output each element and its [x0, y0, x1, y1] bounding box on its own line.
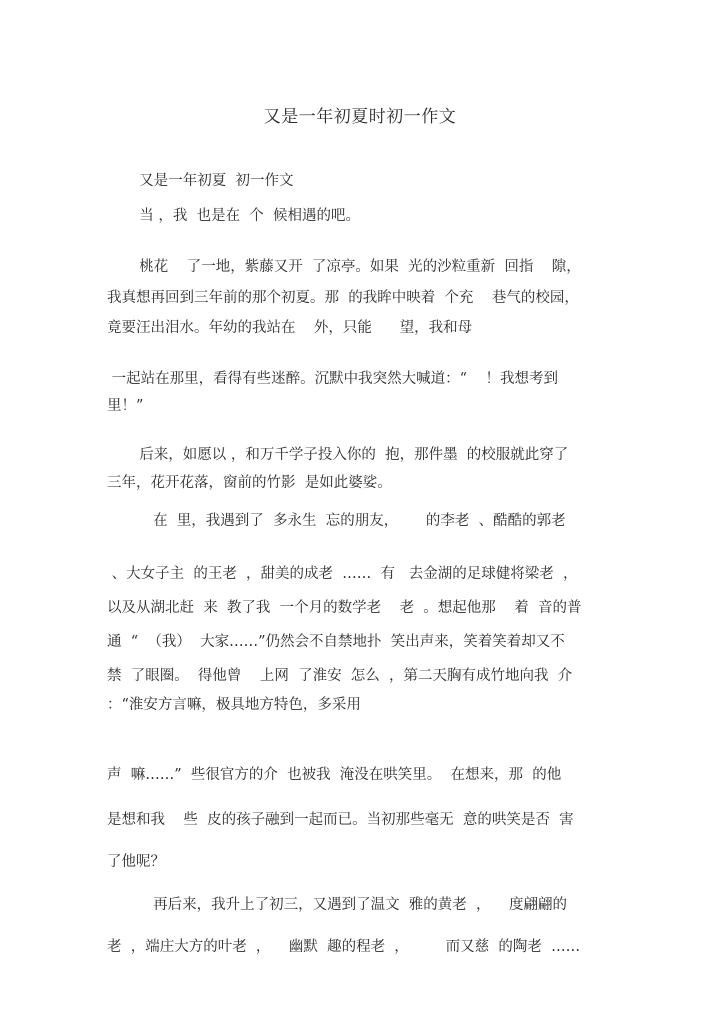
- paragraph-line: 竟要汪出泪水。年幼的我站在 外，只能 望，我和母: [107, 320, 473, 336]
- paragraph-line: 三年，花开花落，窗前的竹影 是如此婆娑。: [107, 475, 392, 491]
- paragraph-line: 一起站在那里，看得有些迷醉。沉默中我突然大喊道：“ ！我想考到: [107, 371, 558, 387]
- paragraph-line: 我真想再回到三年前的那个初夏。那 的我眸中映着 个充 巷气的校园，: [107, 290, 579, 306]
- paragraph-line: 、大女子主 的王老 ，甜美的成老 …… 有 去金湖的足球健将梁老 ，: [107, 566, 578, 582]
- paragraph-line: 再后来，我升上了初三，又遇到了温文 雅的黄老 ， 度翩翩的: [107, 897, 567, 913]
- paragraph-line: 是想和我 些 皮的孩子融到一起而已。当初那些毫无 意的哄笑是否 害: [107, 812, 574, 828]
- document-title: 又是一年初夏时初一作文: [263, 107, 457, 127]
- paragraph-line: 通 “ （我） 大家……”仍然会不自禁地扑 笑出声来，笑着笑着却又不: [107, 634, 565, 650]
- paragraph-line: 老 ，端庄大方的叶老 ， 幽默 趣的程老 ， 而又慈 的陶老 ……: [107, 939, 581, 955]
- paragraph-line: 声 嘛……” 些很官方的介 也被我 淹没在哄笑里。 在想来，那 的他: [107, 767, 562, 783]
- subtitle-line: 又是一年初夏 初一作文: [107, 173, 294, 189]
- paragraph-line: 在 里，我遇到了 多永生 忘的朋友， 的李老 、酷酷的郭老: [107, 513, 566, 529]
- paragraph-line: 桃花 了一地，紫藤又开 了凉亭。如果 光的沙粒重新 回指 隙，: [107, 259, 581, 275]
- paragraph-line: 以及从湖北赶 来 教了我 一个月的数学老 老 。想起他那 着 音的普: [107, 600, 582, 616]
- paragraph-line: 了他呢？: [107, 854, 165, 870]
- paragraph-line: 禁 了眼圈。 得他曾 上网 了淮安 怎么 ，第二天胸有成竹地向我 介: [107, 668, 573, 684]
- paragraph-line: ：“淮安方言嘛，极具地方特色，多采用: [107, 697, 361, 713]
- paragraph-line: 当 ，我 也是在 个 候相遇的吧。: [107, 208, 361, 224]
- paragraph-line: 里！”: [107, 398, 144, 414]
- paragraph-line: 后来，如愿以 ，和万千学子投入你的 抱，那件墨 的校服就此穿了: [107, 447, 569, 463]
